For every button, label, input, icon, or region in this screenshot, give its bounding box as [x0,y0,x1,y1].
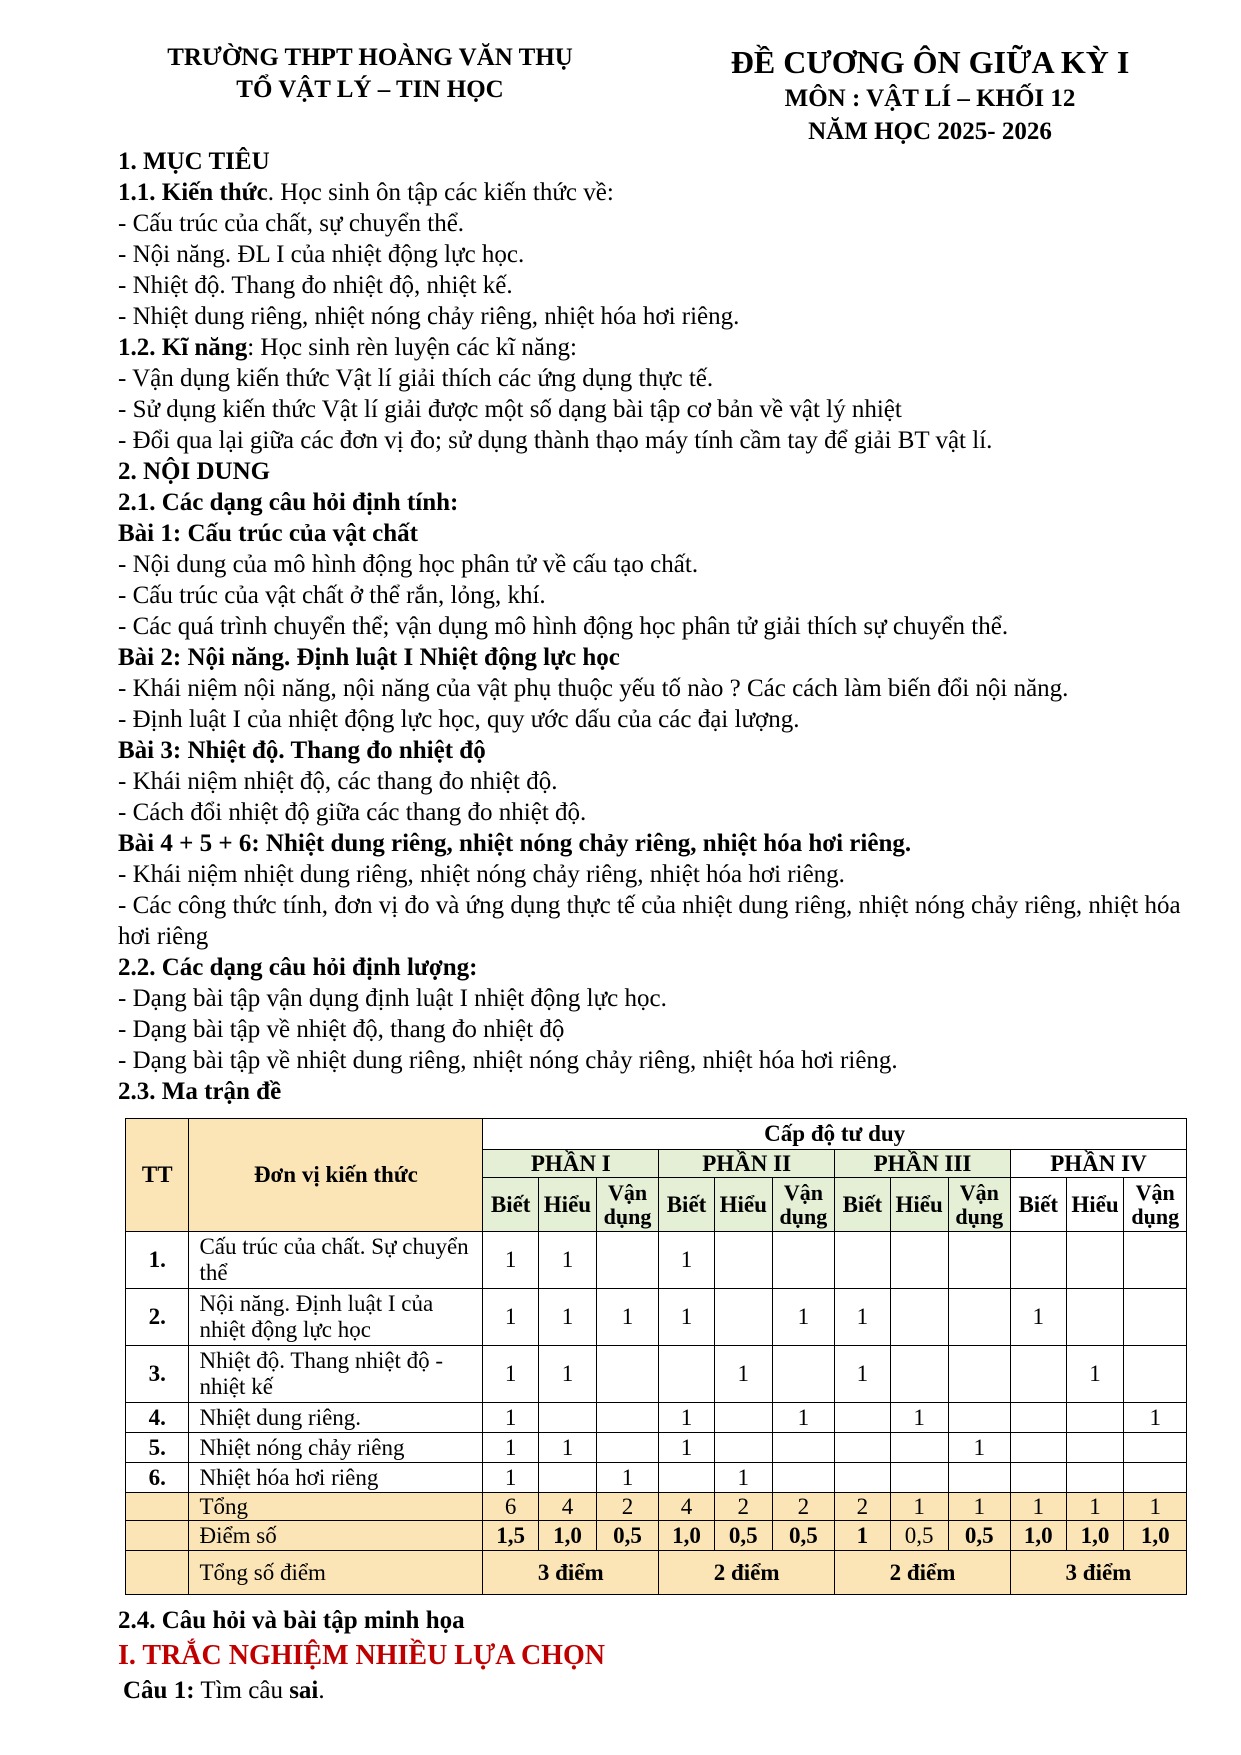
bold-text: 1. MỤC TIÊU [118,148,270,175]
text-line [118,797,1198,828]
question-count-cell [948,1403,1010,1433]
question-count-cell: 1 [659,1403,715,1433]
question-count-cell [1066,1289,1124,1346]
total-cell: 2 [714,1493,772,1521]
score-cell: 1 [835,1521,891,1551]
text-line [118,332,1198,363]
line-text: - Khái niệm nhiệt độ, các thang đo nhiệt độ. [118,768,558,795]
question-count-cell [659,1463,715,1493]
level-column-header: Vận dụng [772,1178,834,1232]
text-line [118,642,1198,673]
line-text: - Khái niệm nội năng, nội năng của vật phụ thuộc yếu tố nào ? Các cách làm biến đổi nội năng. [118,675,1069,702]
question-count-cell: 1 [948,1433,1010,1463]
text-line [118,890,1198,952]
line-text: - Nội dung của mô hình động học phân tử về cấu tạo chất. [118,551,699,578]
score-cell: 0,5 [890,1521,948,1551]
tt-header: TT [126,1119,189,1232]
line-text: - Định luật I của nhiệt động lực học, quy ước dấu của các đại lượng. [118,706,800,733]
part-header: PHẦN IV [1010,1150,1186,1178]
total-cell: 1 [1066,1493,1124,1521]
question-count-cell [772,1232,834,1289]
question-count-cell [1124,1433,1187,1463]
knowledge-unit: Nội năng. Định luật I của nhiệt động lực học [189,1289,483,1346]
total-cell: 4 [539,1493,597,1521]
question-count-cell: 1 [596,1463,658,1493]
bold-text: 2. NỘI DUNG [118,458,271,485]
question-count-cell [772,1346,834,1403]
line-text: . Học sinh ôn tập các kiến thức về: [267,179,614,206]
exam-matrix-table [125,1118,1187,1595]
question-count-cell [948,1346,1010,1403]
part-score-cell: 3 điểm [1010,1551,1186,1595]
subject-line: MÔN : VẬT LÍ – KHỐI 12 [784,85,1076,112]
text-line [118,425,1198,456]
text-line [118,177,1198,208]
row-number: 4. [126,1403,189,1433]
question-count-cell: 1 [659,1433,715,1463]
total-cell: 1 [1124,1493,1187,1521]
question-count-cell: 1 [714,1463,772,1493]
level-column-header: Hiểu [1066,1178,1124,1232]
score-cell: 1,5 [483,1521,539,1551]
question-count-cell [596,1232,658,1289]
part-header: PHẦN II [659,1150,835,1178]
question-count-cell [1010,1463,1066,1493]
score-cell: 1,0 [1124,1521,1187,1551]
line-text: - Đổi qua lại giữa các đơn vị đo; sử dụng thành thạo máy tính cầm tay để giải BT vật lí. [118,427,993,454]
question-count-cell [1066,1433,1124,1463]
text-line [118,270,1198,301]
question-1-text: Tìm câu [194,1677,290,1704]
question-count-cell [714,1232,772,1289]
total-score-label: Tổng số điểm [189,1551,483,1595]
row-number: 3. [126,1346,189,1403]
document-title: ĐỀ CƯƠNG ÔN GIỮA KỲ I [730,44,1130,80]
total-cell: 1 [1010,1493,1066,1521]
question-count-cell: 1 [890,1403,948,1433]
bold-text: 1.1. Kiến thức [118,179,268,206]
bold-text: Bài 4 + 5 + 6: Nhiệt dung riêng, nhiệt nóng chảy riêng, nhiệt hóa hơi riêng. [118,830,912,857]
school-year: NĂM HỌC 2025- 2026 [808,118,1052,145]
level-column-header: Biết [1010,1178,1066,1232]
text-line [118,518,1198,549]
question-count-cell [714,1433,772,1463]
text-line [118,735,1198,766]
question-count-cell [835,1232,891,1289]
bold-text: 1.2. Kĩ năng [118,334,248,361]
line-text: - Các quá trình chuyển thể; vận dụng mô hình động học phân tử giải thích sự chuyển thể. [118,613,1009,640]
total-cell: 6 [483,1493,539,1521]
score-cell: 0,5 [772,1521,834,1551]
score-label: Điểm số [189,1521,483,1551]
line-text: - Khái niệm nhiệt dung riêng, nhiệt nóng chảy riêng, nhiệt hóa hơi riêng. [118,861,845,888]
question-count-cell: 1 [1010,1289,1066,1346]
section-heading-multiple-choice: I. TRẮC NGHIỆM NHIỀU LỰA CHỌN [118,1640,605,1671]
question-count-cell [835,1403,891,1433]
question-count-cell [772,1433,834,1463]
empty-cell [126,1521,189,1551]
score-cell: 0,5 [596,1521,658,1551]
table-row [126,1403,1187,1433]
question-count-cell [596,1433,658,1463]
total-cell: 1 [948,1493,1010,1521]
score-cell: 0,5 [714,1521,772,1551]
question-count-cell [890,1346,948,1403]
question-count-cell: 1 [539,1433,597,1463]
text-line [118,487,1198,518]
text-line [118,549,1198,580]
line-text: - Cấu trúc của vật chất ở thể rắn, lỏng, khí. [118,582,546,609]
bold-text: 2.2. Các dạng câu hỏi định lượng: [118,954,478,981]
text-line [118,363,1198,394]
total-score-row [126,1551,1187,1595]
questions-section [118,1605,1198,1707]
bold-text: 2.1. Các dạng câu hỏi định tính: [118,489,459,516]
bold-text: 2.3. Ma trận đề [118,1078,282,1105]
knowledge-unit: Nhiệt độ. Thang nhiệt độ - nhiệt kế [189,1346,483,1403]
bold-text: Bài 2: Nội năng. Định luật I Nhiệt động lực học [118,644,620,671]
question-count-cell [948,1289,1010,1346]
empty-cell [126,1551,189,1595]
level-column-header: Biết [835,1178,891,1232]
row-number: 6. [126,1463,189,1493]
level-column-header: Hiểu [539,1178,597,1232]
line-text: - Cách đổi nhiệt độ giữa các thang đo nhiệt độ. [118,799,587,826]
text-line [118,859,1198,890]
question-count-cell [1066,1232,1124,1289]
score-cell: 1,0 [1066,1521,1124,1551]
question-count-cell: 1 [539,1346,597,1403]
part-score-cell: 2 điểm [659,1551,835,1595]
question-count-cell [596,1346,658,1403]
question-count-cell [1124,1232,1187,1289]
question-count-cell: 1 [772,1403,834,1433]
total-cell: 1 [890,1493,948,1521]
question-count-cell: 1 [483,1289,539,1346]
text-line [118,239,1198,270]
level-column-header: Hiểu [714,1178,772,1232]
knowledge-unit: Cấu trúc của chất. Sự chuyển thể [189,1232,483,1289]
row-number: 2. [126,1289,189,1346]
question-1-emphasis: sai [289,1677,319,1704]
question-count-cell [1066,1403,1124,1433]
question-count-cell [659,1346,715,1403]
score-cell: 1,0 [659,1521,715,1551]
question-1-end: . [318,1677,325,1704]
text-line [118,1045,1198,1076]
score-cell: 0,5 [948,1521,1010,1551]
question-count-cell: 1 [714,1346,772,1403]
text-line [118,146,1198,177]
line-text: - Các công thức tính, đơn vị đo và ứng dụng thực tế của nhiệt dung riêng, nhiệt nóng chảy riêng, nhiệt hóa hơi riêng [118,892,1181,950]
question-count-cell [539,1463,597,1493]
knowledge-unit: Nhiệt nóng chảy riêng [189,1433,483,1463]
question-count-cell [948,1463,1010,1493]
school-name: TRƯỜNG THPT HOÀNG VĂN THỤ [167,44,573,71]
row-number: 1. [126,1232,189,1289]
table-row [126,1433,1187,1463]
total-row [126,1493,1187,1521]
question-count-cell: 1 [835,1346,891,1403]
part-header: PHẦN III [835,1150,1011,1178]
level-column-header: Biết [659,1178,715,1232]
text-line [118,1076,1198,1107]
line-text: - Dạng bài tập vận dụng định luật I nhiệt động lực học. [118,985,667,1012]
document-body [118,146,1198,1107]
question-count-cell: 1 [1066,1346,1124,1403]
department-name: TỔ VẬT LÝ – TIN HỌC [236,76,504,103]
unit-header: Đơn vị kiến thức [189,1119,483,1232]
question-count-cell [890,1289,948,1346]
line-text: - Dạng bài tập về nhiệt độ, thang đo nhiệt độ [118,1016,565,1043]
text-line [118,301,1198,332]
total-cell: 2 [772,1493,834,1521]
text-line [118,828,1198,859]
question-count-cell [835,1463,891,1493]
question-count-cell [1124,1346,1187,1403]
level-column-header: Biết [483,1178,539,1232]
total-cell: 2 [596,1493,658,1521]
question-count-cell [1124,1463,1187,1493]
total-cell: 2 [835,1493,891,1521]
question-count-cell [1010,1232,1066,1289]
table-row [126,1232,1187,1289]
question-count-cell [1010,1403,1066,1433]
question-count-cell [539,1403,597,1433]
bold-text: Bài 1: Cấu trúc của vật chất [118,520,418,547]
line-text: - Nhiệt dung riêng, nhiệt nóng chảy riêng, nhiệt hóa hơi riêng. [118,303,740,330]
line-text: - Nhiệt độ. Thang đo nhiệt độ, nhiệt kế. [118,272,513,299]
level-column-header: Vận dụng [1124,1178,1187,1232]
text-line [118,983,1198,1014]
line-text: - Vận dụng kiến thức Vật lí giải thích các ứng dụng thực tế. [118,365,714,392]
part-header: PHẦN I [483,1150,659,1178]
row-number: 5. [126,1433,189,1463]
question-count-cell: 1 [483,1433,539,1463]
text-line [118,456,1198,487]
knowledge-unit: Nhiệt hóa hơi riêng [189,1463,483,1493]
question-count-cell: 1 [659,1232,715,1289]
part-score-cell: 2 điểm [835,1551,1011,1595]
text-line [118,952,1198,983]
text-line [118,1014,1198,1045]
line-text: - Cấu trúc của chất, sự chuyển thể. [118,210,465,237]
question-count-cell [835,1433,891,1463]
question-count-cell [948,1232,1010,1289]
question-count-cell [890,1232,948,1289]
section-heading-2-4: 2.4. Câu hỏi và bài tập minh họa [118,1607,465,1634]
question-count-cell: 1 [539,1232,597,1289]
empty-cell [126,1493,189,1521]
question-count-cell: 1 [483,1232,539,1289]
question-count-cell: 1 [483,1403,539,1433]
text-line [118,580,1198,611]
total-label: Tổng [189,1493,483,1521]
line-text: - Nội năng. ĐL I của nhiệt động lực học. [118,241,525,268]
level-column-header: Hiểu [890,1178,948,1232]
line-text: : Học sinh rèn luyện các kĩ năng: [247,334,577,361]
question-1 [118,1675,1198,1707]
level-column-header: Vận dụng [948,1178,1010,1232]
line-text: - Sử dụng kiến thức Vật lí giải được một số dạng bài tập cơ bản về vật lý nhiệt [118,396,902,423]
question-count-cell: 1 [596,1289,658,1346]
bold-text: Bài 3: Nhiệt độ. Thang đo nhiệt độ [118,737,486,764]
text-line [118,394,1198,425]
question-count-cell [890,1433,948,1463]
score-cell: 1,0 [1010,1521,1066,1551]
knowledge-unit: Nhiệt dung riêng. [189,1403,483,1433]
score-row [126,1521,1187,1551]
question-count-cell [1010,1433,1066,1463]
header-right [660,42,1200,148]
question-count-cell: 1 [659,1289,715,1346]
table-row [126,1463,1187,1493]
header-left [95,42,645,106]
question-count-cell [1124,1289,1187,1346]
question-count-cell: 1 [772,1289,834,1346]
question-count-cell: 1 [1124,1403,1187,1433]
level-header: Cấp độ tư duy [483,1119,1187,1150]
question-count-cell: 1 [539,1289,597,1346]
question-count-cell: 1 [483,1463,539,1493]
table-row [126,1346,1187,1403]
part-score-cell: 3 điểm [483,1551,659,1595]
text-line [118,673,1198,704]
level-column-header: Vận dụng [596,1178,658,1232]
text-line [118,766,1198,797]
table-row [126,1289,1187,1346]
question-count-cell [772,1463,834,1493]
question-count-cell [714,1403,772,1433]
text-line [118,611,1198,642]
question-count-cell [1010,1346,1066,1403]
question-count-cell [890,1463,948,1493]
score-cell: 1,0 [539,1521,597,1551]
question-count-cell: 1 [483,1346,539,1403]
question-count-cell [596,1403,658,1433]
question-count-cell: 1 [835,1289,891,1346]
question-count-cell [714,1289,772,1346]
line-text: - Dạng bài tập về nhiệt dung riêng, nhiệt nóng chảy riêng, nhiệt hóa hơi riêng. [118,1047,898,1074]
text-line [118,208,1198,239]
question-count-cell [1066,1463,1124,1493]
total-cell: 4 [659,1493,715,1521]
text-line [118,704,1198,735]
question-1-label: Câu 1: [123,1677,195,1704]
